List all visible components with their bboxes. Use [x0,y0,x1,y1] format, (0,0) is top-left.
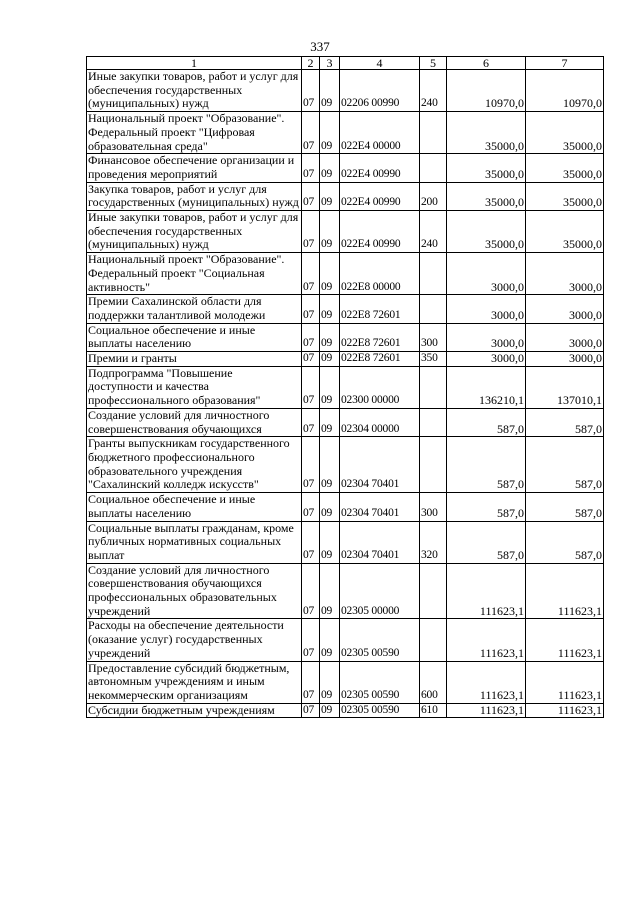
row-section: 07 [302,408,320,436]
row-expense-type [420,295,447,323]
row-amount-year-2: 587,0 [526,521,604,563]
row-amount-year-2: 35000,0 [526,112,604,154]
row-name: Национальный проект "Образование". Федеральный проект "Цифровая образовательная среда" [87,112,302,154]
row-target-article: 022E4 00990 [340,154,420,182]
table-row [87,661,604,703]
row-target-article: 022E4 00000 [340,112,420,154]
row-amount-year-1: 111623,1 [447,703,526,718]
header-col-7: 7 [526,57,604,70]
row-amount-year-1: 3000,0 [447,253,526,295]
row-amount-year-2: 35000,0 [526,211,604,253]
row-target-article: 02304 70401 [340,493,420,521]
row-amount-year-1: 10970,0 [447,70,526,112]
row-name: Премии и гранты [87,352,302,367]
row-amount-year-2: 3000,0 [526,323,604,351]
row-section: 07 [302,521,320,563]
header-col-2: 2 [302,57,320,70]
row-subsection: 09 [320,661,340,703]
row-amount-year-2: 111623,1 [526,563,604,619]
table-row [87,408,604,436]
table-body [87,70,604,718]
row-amount-year-1: 111623,1 [447,661,526,703]
row-name: Национальный проект "Образование". Федеральный проект "Социальная активность" [87,253,302,295]
row-target-article: 022E8 72601 [340,352,420,367]
row-expense-type [420,154,447,182]
table-row [87,112,604,154]
row-name: Расходы на обеспечение деятельности (оказание услуг) государственных учреждений [87,619,302,661]
row-section: 07 [302,563,320,619]
row-name: Предоставление субсидий бюджетным, автономным учреждениям и иным некоммерческим организациям [87,661,302,703]
row-expense-type [420,112,447,154]
row-expense-type [420,253,447,295]
row-amount-year-2: 10970,0 [526,70,604,112]
row-target-article: 02206 00990 [340,70,420,112]
row-target-article: 02300 00000 [340,366,420,408]
row-section: 07 [302,182,320,210]
header-col-3: 3 [320,57,340,70]
row-name: Гранты выпускникам государственного бюджетного профессионального образовательного учреждения "Сахалинский колледж искусств" [87,437,302,493]
row-subsection: 09 [320,211,340,253]
table-row [87,253,604,295]
row-subsection: 09 [320,295,340,323]
row-name: Социальное обеспечение и иные выплаты населению [87,323,302,351]
row-expense-type [420,563,447,619]
row-expense-type: 320 [420,521,447,563]
row-name: Социальные выплаты гражданам, кроме публичных нормативных социальных выплат [87,521,302,563]
row-section: 07 [302,70,320,112]
row-expense-type: 600 [420,661,447,703]
row-target-article: 022E4 00990 [340,182,420,210]
row-name: Финансовое обеспечение организации и проведения мероприятий [87,154,302,182]
row-subsection: 09 [320,619,340,661]
header-col-6: 6 [447,57,526,70]
table-row [87,493,604,521]
table-row [87,366,604,408]
row-subsection: 09 [320,366,340,408]
row-amount-year-1: 587,0 [447,437,526,493]
row-section: 07 [302,211,320,253]
row-amount-year-1: 587,0 [447,521,526,563]
row-expense-type: 350 [420,352,447,367]
row-section: 07 [302,661,320,703]
row-section: 07 [302,295,320,323]
row-target-article: 022E4 00990 [340,211,420,253]
row-amount-year-2: 35000,0 [526,182,604,210]
row-name: Создание условий для личностного совершенствования обучающихся [87,408,302,436]
row-amount-year-1: 35000,0 [447,211,526,253]
budget-table [86,56,604,718]
row-amount-year-1: 136210,1 [447,366,526,408]
row-target-article: 02305 00590 [340,619,420,661]
row-target-article: 022E8 00000 [340,253,420,295]
row-amount-year-2: 587,0 [526,408,604,436]
table-row [87,70,604,112]
row-amount-year-2: 111623,1 [526,703,604,718]
row-subsection: 09 [320,323,340,351]
row-name: Субсидии бюджетным учреждениям [87,703,302,718]
table-row [87,295,604,323]
table-row [87,211,604,253]
row-amount-year-2: 137010,1 [526,366,604,408]
table-row [87,563,604,619]
row-amount-year-1: 3000,0 [447,295,526,323]
row-section: 07 [302,112,320,154]
row-section: 07 [302,703,320,718]
row-subsection: 09 [320,493,340,521]
row-subsection: 09 [320,112,340,154]
row-name: Подпрограмма "Повышение доступности и качества профессионального образования" [87,366,302,408]
row-section: 07 [302,253,320,295]
row-target-article: 02304 00000 [340,408,420,436]
row-subsection: 09 [320,352,340,367]
row-expense-type [420,619,447,661]
row-section: 07 [302,366,320,408]
row-amount-year-1: 35000,0 [447,112,526,154]
row-amount-year-1: 35000,0 [447,154,526,182]
table-row [87,323,604,351]
row-target-article: 02304 70401 [340,437,420,493]
table-row [87,619,604,661]
row-amount-year-2: 587,0 [526,437,604,493]
row-amount-year-1: 587,0 [447,408,526,436]
table-row [87,703,604,718]
row-amount-year-2: 587,0 [526,493,604,521]
row-subsection: 09 [320,408,340,436]
row-name: Закупка товаров, работ и услуг для государственных (муниципальных) нужд [87,182,302,210]
row-section: 07 [302,154,320,182]
row-target-article: 02305 00590 [340,703,420,718]
row-subsection: 09 [320,182,340,210]
row-amount-year-2: 3000,0 [526,352,604,367]
row-amount-year-1: 111623,1 [447,619,526,661]
row-name: Иные закупки товаров, работ и услуг для обеспечения государственных (муниципальных) нужд [87,70,302,112]
row-name: Иные закупки товаров, работ и услуг для обеспечения государственных (муниципальных) нужд [87,211,302,253]
row-amount-year-2: 35000,0 [526,154,604,182]
row-amount-year-2: 3000,0 [526,295,604,323]
row-expense-type: 610 [420,703,447,718]
row-amount-year-1: 111623,1 [447,563,526,619]
row-name: Социальное обеспечение и иные выплаты населению [87,493,302,521]
row-amount-year-2: 3000,0 [526,253,604,295]
row-name: Создание условий для личностного совершенствования обучающихся профессиональных образовательных учреждений [87,563,302,619]
table-row [87,521,604,563]
row-amount-year-1: 587,0 [447,493,526,521]
row-amount-year-2: 111623,1 [526,619,604,661]
row-subsection: 09 [320,563,340,619]
row-target-article: 02305 00590 [340,661,420,703]
row-section: 07 [302,352,320,367]
row-expense-type [420,437,447,493]
row-expense-type: 200 [420,182,447,210]
row-expense-type [420,366,447,408]
table-row [87,182,604,210]
row-subsection: 09 [320,154,340,182]
row-amount-year-1: 3000,0 [447,352,526,367]
page-number: 337 [310,39,330,54]
row-subsection: 09 [320,253,340,295]
row-subsection: 09 [320,703,340,718]
header-col-5: 5 [420,57,447,70]
row-amount-year-1: 3000,0 [447,323,526,351]
table-header-row [87,57,604,70]
row-expense-type: 240 [420,211,447,253]
row-name: Премии Сахалинской области для поддержки талантливой молодежи [87,295,302,323]
row-target-article: 02304 70401 [340,521,420,563]
row-expense-type: 240 [420,70,447,112]
header-col-4: 4 [340,57,420,70]
row-target-article: 02305 00000 [340,563,420,619]
row-subsection: 09 [320,70,340,112]
row-section: 07 [302,619,320,661]
row-expense-type: 300 [420,493,447,521]
table-row [87,352,604,367]
header-col-1: 1 [87,57,302,70]
row-target-article: 022E8 72601 [340,323,420,351]
table-row [87,154,604,182]
row-expense-type: 300 [420,323,447,351]
row-amount-year-2: 111623,1 [526,661,604,703]
row-expense-type [420,408,447,436]
table-row [87,437,604,493]
row-target-article: 022E8 72601 [340,295,420,323]
row-section: 07 [302,323,320,351]
row-section: 07 [302,437,320,493]
row-section: 07 [302,493,320,521]
row-amount-year-1: 35000,0 [447,182,526,210]
row-subsection: 09 [320,521,340,563]
row-subsection: 09 [320,437,340,493]
